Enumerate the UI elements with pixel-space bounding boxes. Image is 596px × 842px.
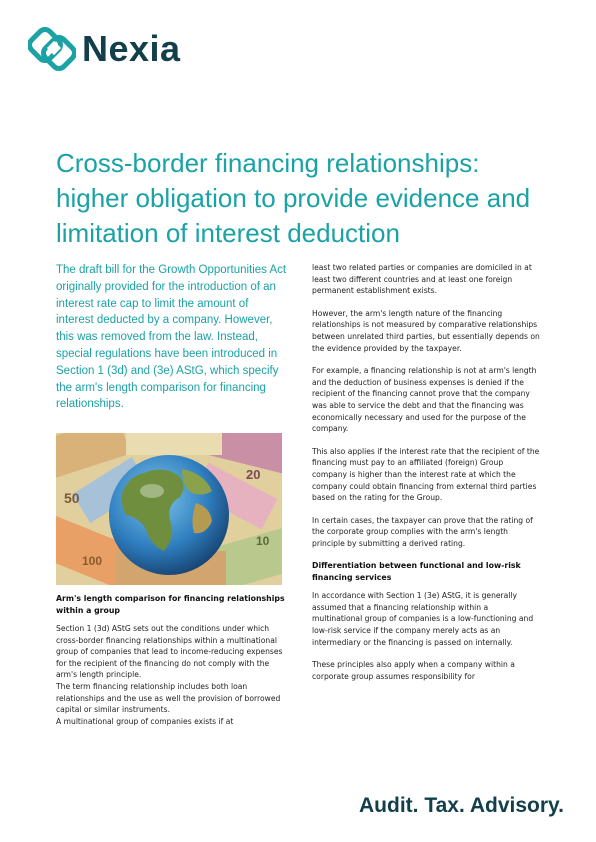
section-heading-arms-length: Arm's length comparison for financing relationships within a group xyxy=(56,594,285,615)
right-paragraph-1: least two related parties or companies are domiciled in at least two different countries and at least one foreign permanent establishment exists. xyxy=(312,263,532,296)
right-paragraph-7: These principles also apply when a company within a corporate group assumes responsibility for xyxy=(312,660,515,681)
right-paragraph-3: For example, a financing relationship is not at arm's length and the deduction of business expenses is denied if the recipient of the financing cannot prove that the company was able to service the debt and that the financing was economically necessary and used for the purpose of the company. xyxy=(312,366,537,434)
svg-text:20: 20 xyxy=(246,467,261,483)
nexia-link-icon xyxy=(28,26,76,72)
footer-tagline: Audit. Tax. Advisory. xyxy=(359,794,564,817)
left-column xyxy=(56,262,288,727)
lead-paragraph: The draft bill for the Growth Opportunities Act originally provided for the introduction of an interest rate cap to limit the amount of interest deducted by a company. However, this was removed from the law. Instead, special regulations have been introduced in Section 1 (3d) and (3e) AStG, which specify the arm's length comparison for financing relationships. xyxy=(56,264,287,411)
right-paragraph-5: In certain cases, the taxpayer can prove that the rating of the corporate group complies with the arm's length principle by submitting a derived rating. xyxy=(312,515,533,548)
brand-name: Nexia xyxy=(82,28,181,69)
right-paragraph-4: This also applies if the interest rate that the recipient of the financing must pay to an affiliated (foreign) Group company is higher than the interest rate at which the company could obtain financing from external third parties based on the rating for the Group. xyxy=(312,446,540,503)
svg-text:100: 100 xyxy=(82,554,103,569)
section1-paragraph-3: A multinational group of companies exists if at xyxy=(56,716,234,726)
page-title: Cross-border financing relationships: higher obligation to provide evidence and limitation of interest deduction xyxy=(56,148,531,248)
svg-text:10: 10 xyxy=(256,534,270,549)
section1-paragraph-1: Section 1 (3d) AStG sets out the conditions under which cross-border financing relationships within a multinational group of companies that lead to income-reducing expenses for the recipient of the financing do not comply with the arm's length principle. xyxy=(56,623,283,680)
right-paragraph-6: In accordance with Section 1 (3e) AStG, it is generally assumed that a financing relationship within a multinational group of companies is a low-functioning and low-risk service if the company merely acts as an intermediary or the financing is passed on internally. xyxy=(312,591,534,647)
right-paragraph-2: However, the arm's length nature of the financing relationships is not measured by comparative relationships between unrelated third parties, but essentially depends on the evidence provided by the taxpayer. xyxy=(312,308,540,353)
nexia-logo xyxy=(28,26,181,72)
section-heading-differentiation: Differentiation between functional and low-risk financing services xyxy=(312,561,521,582)
globe-on-banknotes-image xyxy=(56,433,282,585)
right-column xyxy=(312,262,540,693)
section1-paragraph-2: The term financing relationship includes both loan relationships and the use as well the provision of borrowed capital or similar instruments. xyxy=(56,681,281,715)
svg-text:50: 50 xyxy=(64,490,80,507)
